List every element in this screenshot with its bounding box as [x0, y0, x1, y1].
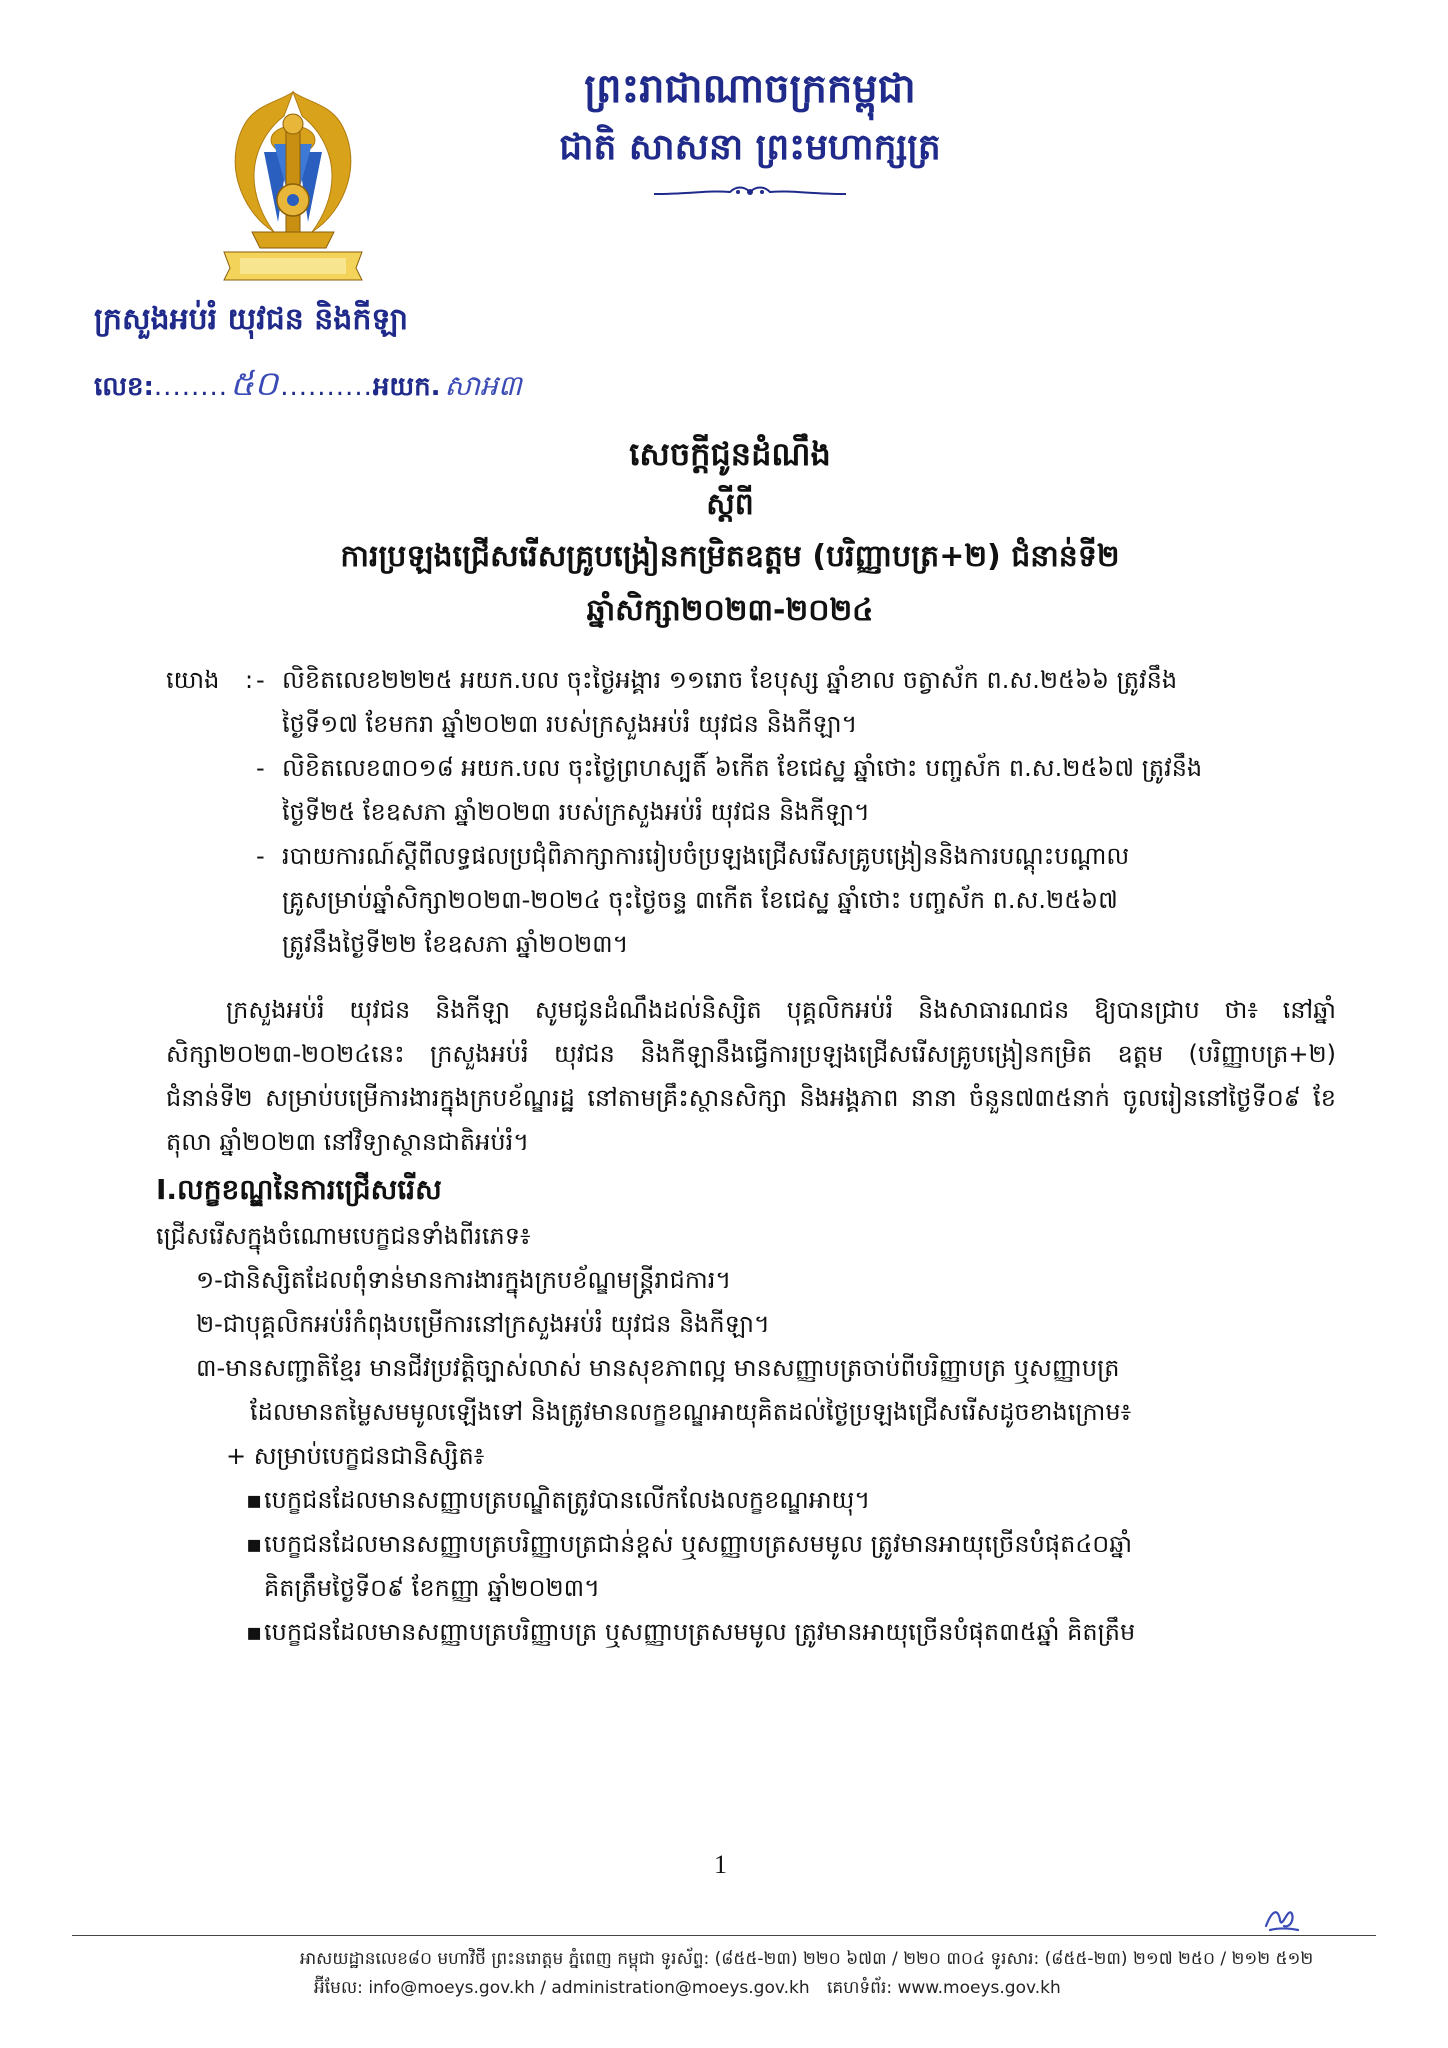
reference-text: លិខិតលេខ២២២៥ អយក.បល ចុះថ្ងៃអង្គារ ១១រោច ខែបុស្ស ឆ្នាំខាល ចត្វាស័ក ព.ស.២៥៦៦ ត្រូវនឹង [282, 666, 1178, 694]
age-condition-item [166, 1522, 1336, 1610]
age-condition-text: បេក្ខជនដែលមានសញ្ញាបត្របរិញ្ញាបត្រ ឬសញ្ញាបត្រសមមូល ត្រូវមានអាយុច្រើនបំផុត៣៥ឆ្នាំ គិតត្រឹម [264, 1618, 1136, 1646]
reference-text: លិខិតលេខ៣០១៨ អយក.បល ចុះថ្ងៃព្រហស្បតិ៍ ៦កើត ខែជេស្ឋ ឆ្នាំថោះ បញ្ចស័ក ព.ស.២៥៦៧ ត្រូវនឹង [282, 754, 1203, 782]
reference-text-cont: ថ្ងៃទី២៥ ខែឧសភា ឆ្នាំ២០២៣ របស់ក្រសួងអប់រំ យុវជន និងកីឡា។ [282, 798, 870, 826]
intro-paragraph: ក្រសួងអប់រំ យុវជន និងកីឡា សូមជូនដំណឹងដល់និស្សិត បុគ្គលិកអប់រំ និងសាធារណជន ឱ្យបានជ្រាប ថា៖ នៅឆ្នាំសិក្សា២០២៣-២០២៤នេះ ក្រសួងអប់រំ យុវជន និងកីឡានឹងធ្វើការប្រឡងជ្រើសរើសគ្រូបង្រៀនកម្រិត ឧត្តម (បរិញ្ញាបត្រ+២) ជំនាន់ទី២ សម្រាប់បម្រើការងារក្នុងក្របខ័ណ្ឌរដ្ឋ នៅតាមគ្រឹះស្ថានសិក្សា និងអង្គភាព នានា ចំនួន៧៣៥នាក់ ចូលរៀននៅថ្ងៃទី០៩ ខែតុលា ឆ្នាំ២០២៣ នៅវិទ្យាស្ថានជាតិអប់រំ។ [166, 996, 1336, 1156]
reference-mark: - [256, 754, 265, 782]
ref-dots-2: .......... [280, 372, 373, 402]
section-lead: ជ្រើសរើសក្នុងចំណោមបេក្ខជនទាំងពីរភេទ៖ [156, 1222, 531, 1250]
bullet-icon: ▪ [246, 1486, 263, 1514]
references-list [256, 658, 1336, 966]
condition-item [166, 1346, 1336, 1434]
condition-text-cont: ដែលមានតម្លៃសមមូលឡើងទៅ និងត្រូវមានលក្ខខណ្ឌអាយុគិតដល់ថ្ងៃប្រឡងជ្រើសរើសដូចខាងក្រោម៖ [250, 1398, 1132, 1426]
references-block [166, 658, 1336, 966]
bullet-icon: ▪ [246, 1618, 263, 1646]
footer-web-label: គេហទំព័រ: [827, 1978, 893, 1998]
flourish-ornament-icon [650, 182, 850, 202]
national-motto: ជាតិ សាសនា ព្រះមហាក្សត្រ [559, 127, 941, 168]
student-conditions-heading: + សម្រាប់បេក្ខជនជានិស្សិត៖ [226, 1442, 485, 1470]
section-heading: I.លក្ខខណ្ឌនៃការជ្រើសរើស [156, 1173, 442, 1206]
academic-year: ឆ្នាំសិក្សា២០២៣-២០២៤ [586, 593, 874, 628]
footer-email[interactable]: info@moeys.gov.kh / administration@moeys.gov.kh [368, 1978, 810, 1998]
references-label-wrap [166, 658, 256, 966]
age-condition-item [166, 1478, 1336, 1522]
page-number: 1 [714, 1850, 727, 1879]
reference-item [256, 658, 1336, 746]
reference-number-line [94, 362, 522, 412]
footer-rule [72, 1935, 1376, 1936]
references-label: យោង [166, 666, 220, 694]
reference-text-cont: ថ្ងៃទី១៧ ខែមករា ឆ្នាំ២០២៣ របស់ក្រសួងអប់រំ យុវជន និងកីឡា។ [282, 710, 858, 738]
ref-number-handwritten: ៥០ [230, 364, 279, 404]
ministry-name: ក្រសួងអប់រំ យុវជន និងកីឡា [94, 302, 409, 337]
bullet-icon: ▪ [246, 1530, 263, 1558]
references-colon: : [244, 666, 254, 694]
handwritten-initials-icon [1262, 1900, 1302, 1934]
ministry-emblem-icon [218, 82, 368, 292]
reference-mark: - [256, 842, 265, 870]
ref-dots-1: ........ [153, 372, 229, 402]
reference-text-cont: គ្រូសម្រាប់ឆ្នាំសិក្សា២០២៣-២០២៤ ចុះថ្ងៃចន្ទ ៣កើត ខែជេស្ឋ ឆ្នាំថោះ បញ្ចស័ក ព.ស.២៥៦៧ [282, 886, 1118, 914]
reference-text: របាយការណ៍ស្តីពីលទ្ធផលប្រជុំពិភាក្សាការរៀបចំប្រឡងជ្រើសរើសគ្រូបង្រៀននិងការបណ្តុះបណ្តាល [282, 842, 1130, 870]
condition-text: ៣-មានសញ្ជាតិខ្មែរ មានជីវប្រវត្តិច្បាស់លាស់ មានសុខភាពល្អ មានសញ្ញាបត្រចាប់ពីបរិញ្ញាបត្រ ឬសញ្ញាបត្រ [196, 1354, 1120, 1382]
age-condition-item [166, 1610, 1336, 1654]
footer [300, 1945, 1380, 2003]
notice-subject-label: ស្តីពី [706, 487, 754, 522]
condition-item: ២-ជាបុគ្គលិកអប់រំកំពុងបម្រើការនៅក្រសួងអប់រំ យុវជន និងកីឡា។ [196, 1310, 770, 1338]
kingdom-title: ព្រះរាជាណាចក្រកម្ពុជា [584, 66, 916, 112]
ref-label: លេខ: [94, 372, 154, 402]
notice-title: សេចក្តីជូនដំណឹង [629, 435, 831, 473]
footer-contact [300, 1974, 1380, 2003]
reference-item [256, 746, 1336, 834]
footer-address: អាសយដ្ឋានលេខ៨០ មហាវិថី ព្រះនរោត្តម ភ្នំពេញ កម្ពុជា ទូរស័ព្ទ: (៨៥៥-២៣) ២២០ ៦៧៣ / ២២០ ៣០៤ ទូរសារ: (៨៥៥-២៣) ២១៧ ២៥០ / ២១២ ៥១២ [300, 1949, 1314, 1969]
kingdom-header [520, 58, 980, 202]
footer-website[interactable]: www.moeys.gov.kh [897, 1978, 1061, 1998]
notice-body [156, 658, 1336, 1654]
reference-item [256, 834, 1336, 966]
ref-suffix-label: អយក. [372, 372, 441, 402]
ref-code-handwritten: សាអ៣ [444, 369, 522, 402]
reference-mark: - [256, 666, 265, 694]
reference-text-cont: ត្រូវនឹងថ្ងៃទី២២ ខែឧសភា ឆ្នាំ២០២៣។ [282, 930, 629, 958]
age-condition-text-cont: គិតត្រឹមថ្ងៃទី០៩ ខែកញ្ញា ឆ្នាំ២០២៣។ [264, 1574, 600, 1602]
age-condition-text: បេក្ខជនដែលមានសញ្ញាបត្របណ្ឌិតត្រូវបានលើកលែងលក្ខខណ្ឌអាយុ។ [264, 1486, 871, 1514]
age-condition-text: បេក្ខជនដែលមានសញ្ញាបត្របរិញ្ញាបត្រជាន់ខ្ពស់ ឬសញ្ញាបត្រសមមូល ត្រូវមានអាយុច្រើនបំផុត៤០ឆ្នាំ [264, 1530, 1133, 1558]
footer-email-label: អ៊ីមែល: [314, 1978, 363, 1998]
notice-subject: ការប្រឡងជ្រើសរើសគ្រូបង្រៀនកម្រិតឧត្តម (បរិញ្ញាបត្រ+២) ជំនាន់ទី២ [340, 539, 1120, 574]
notice-title-block [150, 428, 1310, 638]
condition-item: ១-ជានិស្សិតដែលពុំទាន់មានការងារក្នុងក្របខ័ណ្ឌមន្ត្រីរាជការ។ [196, 1266, 732, 1294]
